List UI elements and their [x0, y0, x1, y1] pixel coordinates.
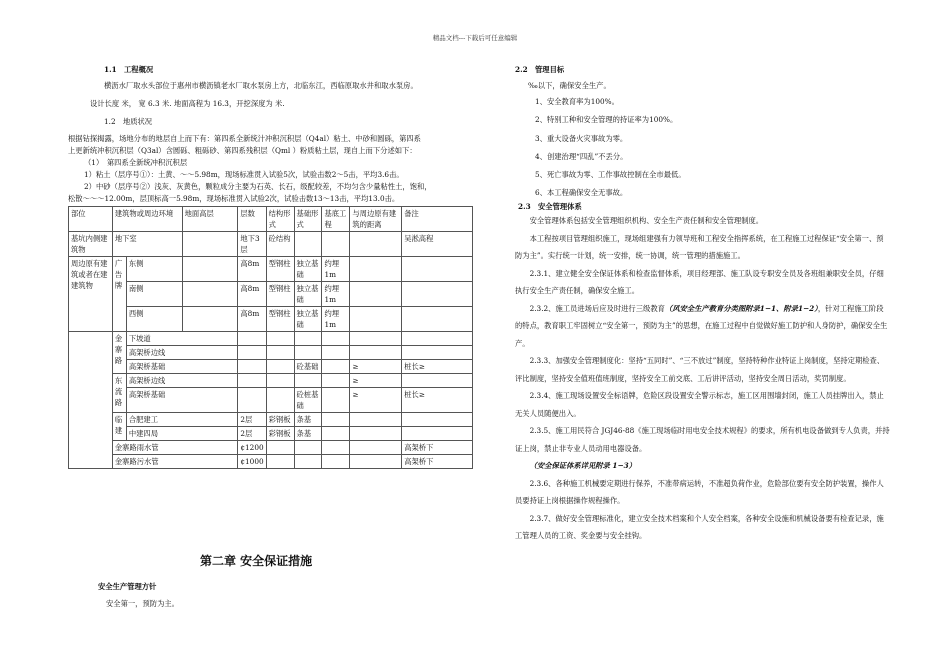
table-cell [402, 413, 473, 427]
table-cell: 独立基础 [294, 282, 322, 307]
section-2-1-title: 安全生产管理方针 [98, 582, 157, 591]
table-cell: 桩长≥ [402, 360, 473, 374]
table-cell [238, 346, 266, 360]
table-cell [350, 332, 402, 346]
header-cell: 备注 [402, 207, 473, 232]
goal-item: 6、本工程确保安全无事故。 [535, 188, 628, 197]
table-cell [402, 427, 473, 441]
table-cell [402, 282, 473, 307]
header-cell: 基础形式 [294, 207, 322, 232]
table-cell [294, 455, 322, 469]
table-cell [322, 455, 350, 469]
table-cell: 中建四局 [126, 427, 238, 441]
table-cell: 周边原有建筑或者在建建筑物 [69, 257, 113, 332]
paragraph: 2.3.3、加强安全管理制度化：坚持“五同时”、“三不放过”制度，坚持特种作业特证上岗制度，坚持定期检查、评比制度，坚持安全值班值班制度，坚持安全工前交底、工后讲评活动，坚持安全周日活动，奖罚制度。 [515, 356, 885, 383]
table-cell: 高架桥下 [402, 441, 473, 455]
table-cell: 条基 [294, 427, 322, 441]
section-1-1-paragraph-2: 设计长度 米， 宽 6.3 米. 地面高程为 16.3，开挖深度为 米. [90, 99, 285, 108]
table-cell: 约埋1m [322, 307, 350, 332]
table-cell [266, 360, 294, 374]
paragraph: 2.3.4、施工现场设置安全标语牌，危险区段设置安全警示标志，施工区用围墙封闭，施工人员挂牌出入，禁止无关人员随便出入。 [515, 391, 884, 418]
section-2-3-title: 2.3 安全管理体系 [518, 202, 582, 211]
table-cell: ¢1200 [238, 441, 266, 455]
header-cell: 建筑物或周边环境 [112, 207, 182, 232]
table-cell: 约埋1m [322, 282, 350, 307]
table-cell: 南侧 [126, 282, 182, 307]
table-cell [402, 307, 473, 332]
table-cell [402, 346, 473, 360]
table-cell [322, 413, 350, 427]
header-cell: 基底工程 [322, 207, 350, 232]
table-cell [266, 346, 294, 360]
table-row [69, 307, 473, 332]
table-cell [350, 346, 402, 360]
table-cell: 地下3层 [238, 232, 266, 257]
table-cell: 彩钢板 [266, 413, 294, 427]
table-cell [238, 332, 266, 346]
table-cell: 型钢柱 [266, 282, 294, 307]
section-2-2-title: 2.2 管理目标 [515, 65, 565, 74]
section-1-1-paragraph-1: 横沥水厂取水头部位于惠州市横沥镇老水厂取水泵房上方，北临东江，西临原取水井和取水泵房。 [104, 81, 418, 90]
table-cell: 砼桩基础 [294, 388, 322, 413]
table-cell: 高架桥基础 [126, 360, 238, 374]
paragraph: 2.3.5、施工用民符合 JGJ46-88《施工现场临时用电安全技术规程》的要求，所有机电设备做到专人负责，并持证上岗，禁止非专业人员动用电器设备。 [515, 426, 890, 453]
table-cell: 东流路 [112, 374, 126, 413]
table-cell: 合肥建工 [126, 413, 238, 427]
table-row [69, 232, 473, 257]
table-cell: 地下室 [112, 232, 182, 257]
table-row [69, 360, 473, 374]
table-cell: 砼基础 [294, 360, 322, 374]
table-cell [322, 427, 350, 441]
paragraph-text: ，针对工程施工阶段的特点，教育职工牢固树立“安全第一，预防为主”的思想，在施工过程中自觉做好施工防护和人身防护，确保安全生产。 [515, 303, 888, 348]
table-cell: 东侧 [126, 257, 182, 282]
table-cell [322, 332, 350, 346]
table-cell: 吴淞高程 [402, 232, 473, 257]
goal-item: 1、安全教育率为100%。 [535, 97, 619, 106]
section-1-2-title: 1.2 地质状况 [104, 117, 153, 126]
table-cell [266, 441, 294, 455]
table-cell [182, 307, 238, 332]
table-cell [294, 346, 322, 360]
table-cell: 砼结构 [266, 232, 294, 257]
table-cell: 临建 [112, 413, 126, 441]
table-cell [238, 360, 266, 374]
table-cell [238, 388, 266, 413]
paragraph [515, 300, 890, 353]
table-cell [182, 257, 238, 282]
table-cell [69, 332, 113, 469]
table-cell [294, 441, 322, 455]
goal-item: 2、特别工种和安全管理的持证率为100%。 [535, 115, 678, 124]
chapter-title: 第二章 安全保证措施 [200, 554, 313, 568]
table-cell: 独立基础 [294, 257, 322, 282]
table-row [69, 413, 473, 427]
table-cell [350, 427, 402, 441]
appendix-reference: （风安全生产教育分类图附录1−1、附录1−2） [664, 303, 818, 313]
table-cell: 基坑内侧建筑物 [69, 232, 113, 257]
table-cell [322, 388, 350, 413]
table-cell: 约埋1m [322, 257, 350, 282]
table-row [69, 427, 473, 441]
geology-paragraph-3: （1） 第四系全新统冲积沉积层 [84, 158, 188, 167]
table-cell: 条基 [294, 413, 322, 427]
table-row [69, 282, 473, 307]
geology-paragraph-6: 松散～～～12.00m，层顶标高一5.98m，现场标准贯入试验2次，试验击数13～13击，平均13.0击。 [68, 194, 400, 203]
table-cell [322, 360, 350, 374]
table-cell: 金寨路 [112, 332, 126, 374]
paragraph: 安全管理体系包括安全管理组织机构、安全生产责任制和安全管理制度。 [529, 216, 764, 225]
table-cell: 高架桥下 [402, 455, 473, 469]
table-cell: 广告牌 [112, 257, 126, 332]
table-row [69, 332, 473, 346]
table-cell: 桩长≥ [402, 388, 473, 413]
table-cell [266, 332, 294, 346]
table-cell [294, 232, 322, 257]
table-row [69, 346, 473, 360]
table-cell: 型钢柱 [266, 257, 294, 282]
header-cell: 地面高层 [182, 207, 238, 232]
paragraph: 2.3.7、做好安全管理标准化，建立安全技术档案和个人安全档案，各种安全设施和机械设备要有检查记录，施工管理人员的工资、奖金要与安全挂钩。 [515, 513, 884, 540]
goal-item: 3、重大设备火灾事故为零。 [535, 134, 628, 143]
surroundings-table [68, 206, 473, 469]
table-cell: 金寨路污水管 [112, 455, 238, 469]
table-cell [402, 332, 473, 346]
table-cell [182, 282, 238, 307]
table-cell [322, 232, 350, 257]
table-row [69, 455, 473, 469]
table-row [69, 257, 473, 282]
table-cell: 高架桥边线 [126, 346, 238, 360]
table-cell [402, 374, 473, 388]
table-cell [350, 282, 402, 307]
table-cell [350, 257, 402, 282]
table-cell: 下坡道 [126, 332, 238, 346]
section-1-1-title: 1.1 工程概况 [104, 65, 154, 74]
table-cell: ¢1000 [238, 455, 266, 469]
table-cell [350, 441, 402, 455]
geology-paragraph-4: 1）粘土（层序号①）：土黄、～～5.98m，现场标准贯入试验5次，试验击数2～5击，平均3.6击。 [84, 170, 404, 179]
table-cell [182, 232, 238, 257]
geology-paragraph-5: 2）中砂（层序号②）浅灰、灰黄色，颗粒成分主要为石英、长石，级配较差，不均匀含少量粘性土，饱和， [84, 182, 432, 191]
table-cell: 高8m [238, 282, 266, 307]
header-cell: 与周边原有建筑的距离 [350, 207, 402, 232]
table-row [69, 388, 473, 413]
table-cell [322, 346, 350, 360]
paragraph: 本工程按项目管理组织施工，现场组建强有力领导班和工程安全指挥系统，在工程施工过程保证“安全第一、预防为主”。实行统一计划，统一安排，统一协调，统一管理的措施施工。 [515, 233, 884, 260]
table-cell: 型钢柱 [266, 307, 294, 332]
table-cell [350, 307, 402, 332]
header-cell: 部位 [69, 207, 113, 232]
table-cell: 高8m [238, 257, 266, 282]
table-cell: ≥ [350, 374, 402, 388]
geology-paragraph-1: 根据钻探揭露，场地分布的地层自上而下有：第四系全新统汁冲积沉积层（Q4al）粘土、中砂和圆砾，第四系 [68, 134, 421, 143]
paragraph: 2.3.6、各种施工机械要定期进行保养，不准带病运转，不准超负荷作业，危险部位要有安全防护装置，操作人员要持证上岗根据操作规程操作。 [515, 478, 884, 505]
paragraph: 2.3.1、建立健全安全保证体系和检查监督体系，项目经理部、施工队设专职安全员及各班组兼职安全员，仔细执行安全生产责任制，确保安全施工。 [515, 268, 884, 295]
table-row [69, 374, 473, 388]
table-cell [266, 374, 294, 388]
goal-item: 5、死亡事故为零、工作事故控制在全市最低。 [535, 170, 686, 179]
table-cell [322, 374, 350, 388]
goal-item: 4、创建治理“四乱”不丢分。 [535, 152, 628, 161]
table-cell [350, 413, 402, 427]
appendix-note: （安全保证体系详见附录 1−3） [529, 461, 636, 470]
table-cell [238, 374, 266, 388]
paragraph-text: 2.3.2、施工员进场后应及时进行三级教育 [529, 303, 665, 313]
table-cell: 2层 [238, 427, 266, 441]
table-cell: ≥ [350, 388, 402, 413]
table-cell [266, 455, 294, 469]
table-cell [350, 455, 402, 469]
table-cell: 金寨路雨水管 [112, 441, 238, 455]
table-cell: 独立基础 [294, 307, 322, 332]
geology-paragraph-2: 上更新统冲积沉积层（Q3al）含圆砾、粗砾砂、第四系残积层（Qml ）粉质粘土层，现自上而下分述如下： [68, 146, 417, 155]
header-cell: 结构形式 [266, 207, 294, 232]
goals-intro: ‰以下，确保安全生产。 [528, 81, 611, 90]
section-2-1-paragraph: 安全第一，预防为主。 [106, 599, 179, 608]
table-cell: 2层 [238, 413, 266, 427]
safety-system-body [515, 212, 890, 545]
table-cell [322, 441, 350, 455]
table-row [69, 441, 473, 455]
table-cell: 高8m [238, 307, 266, 332]
header-cell: 层数 [238, 207, 266, 232]
table-cell [402, 257, 473, 282]
table-cell [350, 232, 402, 257]
table-cell: 高架桥基础 [126, 388, 238, 413]
table-cell: 彩钢板 [266, 427, 294, 441]
table-cell [294, 374, 322, 388]
table-cell [266, 388, 294, 413]
table-cell [294, 332, 322, 346]
table-header-row [69, 207, 473, 232]
page-header: 精品文档---下载后可任意编辑 [432, 34, 518, 42]
table-cell: 西侧 [126, 307, 182, 332]
table-cell: ≥ [350, 360, 402, 374]
table-cell: 高架桥边线 [126, 374, 238, 388]
